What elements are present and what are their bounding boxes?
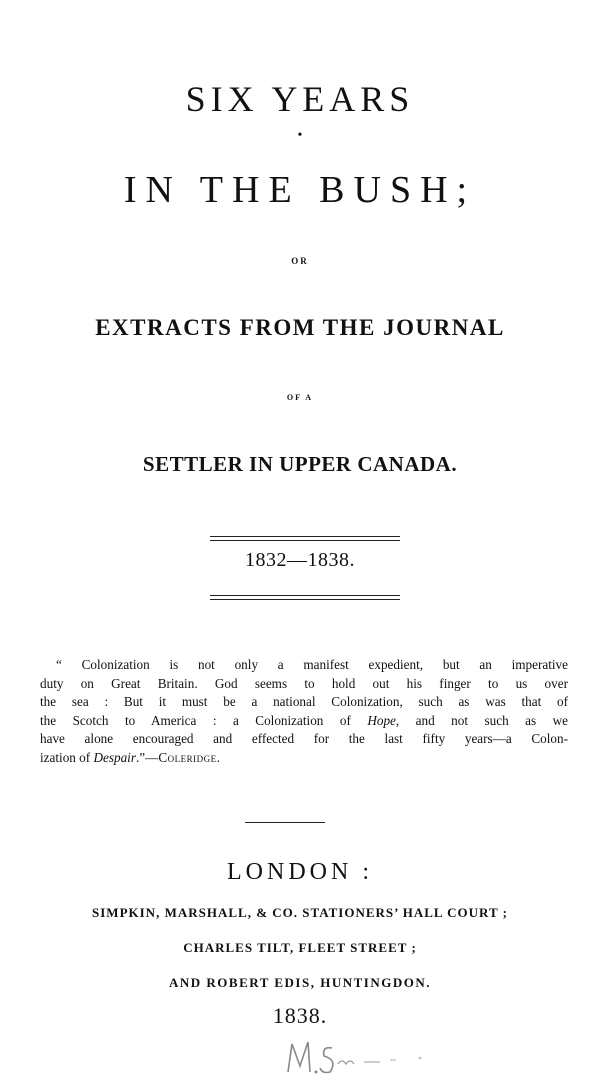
decorative-dot: • — [297, 128, 303, 143]
epigraph-text: the Scotch to America : a Colonization of — [40, 712, 368, 728]
date-range: 1832—1838. — [245, 549, 355, 571]
epigraph-text: , and not such as we — [395, 712, 568, 728]
epigraph-text: .”— — [135, 749, 159, 765]
epigraph-line — [40, 749, 568, 768]
imprint-publisher-2: CHARLES TILT, FLEET STREET ; — [183, 940, 417, 955]
subtitle-of-a: OF A — [286, 393, 314, 402]
short-rule — [245, 822, 325, 823]
imprint-publisher-1: SIMPKIN, MARSHALL, & CO. STATIONERS’ HALL COURT ; — [92, 905, 508, 920]
epigraph-line: duty on Great Britain. God seems to hold out his finger to us over — [40, 675, 568, 691]
epigraph-text: ization of — [40, 749, 94, 765]
epigraph-line — [40, 712, 568, 731]
imprint-year: 1838. — [272, 1003, 328, 1028]
epigraph-line: have alone encouraged and effected for the last fifty years—a Colon- — [40, 731, 568, 747]
epigraph-emphasis-hope: Hope — [367, 712, 396, 728]
epigraph-line: “ Colonization is not only a manifest expedient, but an imperative — [56, 657, 568, 672]
title-line-six-years: SIX YEARS — [185, 79, 415, 119]
imprint-publisher-3: AND ROBERT EDIS, HUNTINGDON. — [169, 975, 431, 990]
epigraph-emphasis-despair: Despair — [93, 749, 136, 765]
handwritten-signature — [280, 1032, 460, 1082]
title-line-in-the-bush: IN THE BUSH; — [123, 169, 477, 211]
double-rule-top — [210, 536, 400, 541]
title-or: OR — [291, 256, 309, 266]
double-rule-bottom — [210, 595, 400, 600]
epigraph-line: the sea : But it must be a national Colonization, such as was that of — [40, 694, 568, 710]
epigraph-author: Coleridge. — [158, 749, 221, 765]
imprint-city: LONDON : — [227, 859, 373, 885]
subtitle-settler: SETTLER IN UPPER CANADA. — [142, 452, 458, 476]
epigraph — [40, 656, 568, 768]
subtitle-extracts: EXTRACTS FROM THE JOURNAL — [95, 315, 505, 340]
